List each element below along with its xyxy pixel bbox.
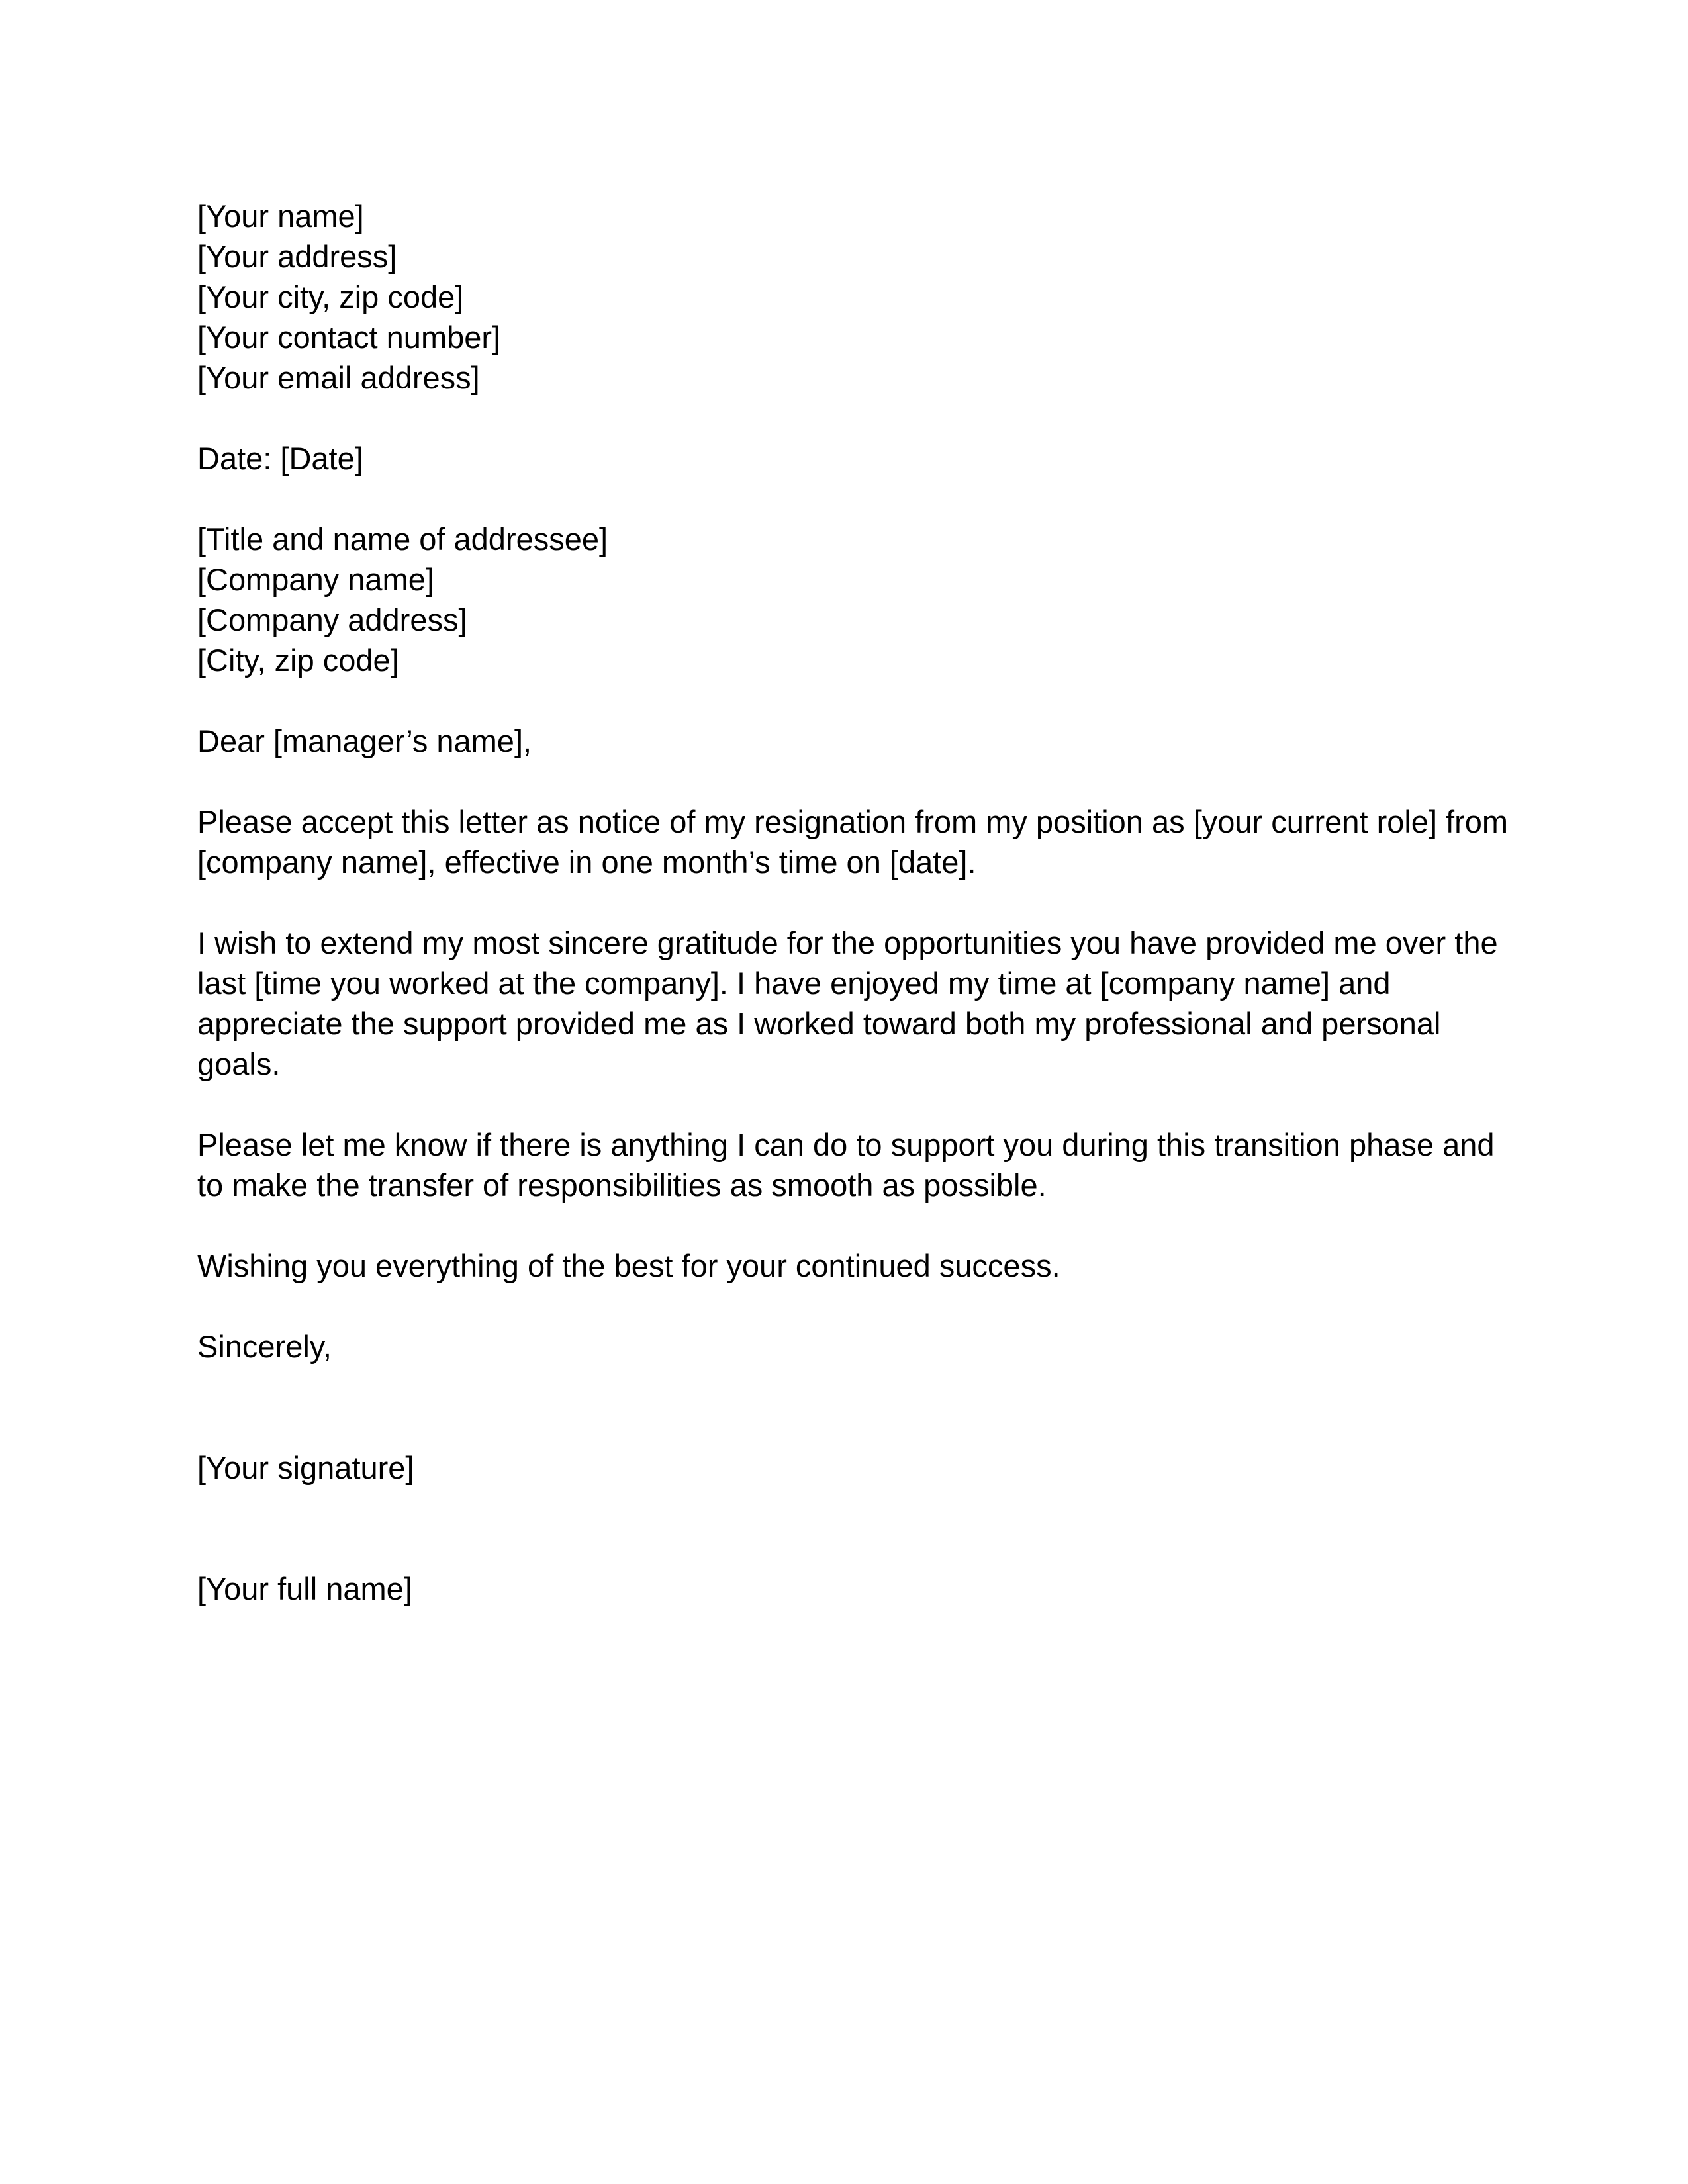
paragraph-line: appreciate the support provided me as I worked toward both my professional and personal: [197, 1006, 1441, 1041]
recipient-company-address: [Company address]: [197, 602, 467, 637]
closing: Sincerely,: [197, 1329, 332, 1364]
spacer: [197, 1084, 1495, 1124]
paragraph-line: [company name], effective in one month’s time on [date].: [197, 844, 976, 880]
sender-contact-number: [Your contact number]: [197, 320, 501, 355]
sender-name: [Your name]: [197, 199, 364, 234]
paragraph-line: Please accept this letter as notice of my resignation from my position as [your current role] from: [197, 804, 1509, 839]
spacer: [197, 478, 1495, 519]
paragraph-line: to make the transfer of responsibilities as smooth as possible.: [197, 1167, 1047, 1203]
sender-city-zip: [Your city, zip code]: [197, 279, 464, 314]
signature-space: [197, 1367, 1495, 1447]
spacer: [197, 680, 1495, 721]
spacer: [197, 398, 1495, 438]
body-paragraph-2: [197, 923, 1498, 1084]
spacer: [197, 1286, 1495, 1326]
date-line: Date: [Date]: [197, 441, 363, 476]
paragraph-line: last [time you worked at the company]. I have enjoyed my time at [company name] and: [197, 966, 1391, 1001]
sender-address: [Your address]: [197, 239, 397, 274]
recipient-title-name: [Title and name of addressee]: [197, 522, 608, 557]
recipient-company-name: [Company name]: [197, 562, 434, 597]
recipient-city-zip: [City, zip code]: [197, 643, 399, 678]
paragraph-line: I wish to extend my most sincere gratitude for the opportunities you have provided me over the: [197, 925, 1498, 960]
sender-block: [197, 196, 1495, 398]
salutation: Dear [manager’s name],: [197, 723, 532, 758]
spacer: [197, 882, 1495, 923]
spacer: [197, 1205, 1495, 1246]
spacer: [197, 761, 1495, 801]
signature-placeholder: [Your signature]: [197, 1450, 414, 1485]
resignation-letter: [197, 196, 1509, 1609]
body-paragraph-4: [197, 1246, 1495, 1286]
full-name-placeholder: [Your full name]: [197, 1571, 412, 1606]
body-paragraph-3: [197, 1124, 1495, 1205]
paragraph-line: Wishing you everything of the best for your continued success.: [197, 1248, 1060, 1283]
recipient-block: [197, 519, 1495, 680]
paragraph-line: goals.: [197, 1046, 281, 1081]
paragraph-line: Please let me know if there is anything I can do to support you during this transition phase and: [197, 1127, 1495, 1162]
signature-space: [197, 1488, 1495, 1569]
sender-email: [Your email address]: [197, 360, 480, 395]
body-paragraph-1: [197, 801, 1509, 882]
